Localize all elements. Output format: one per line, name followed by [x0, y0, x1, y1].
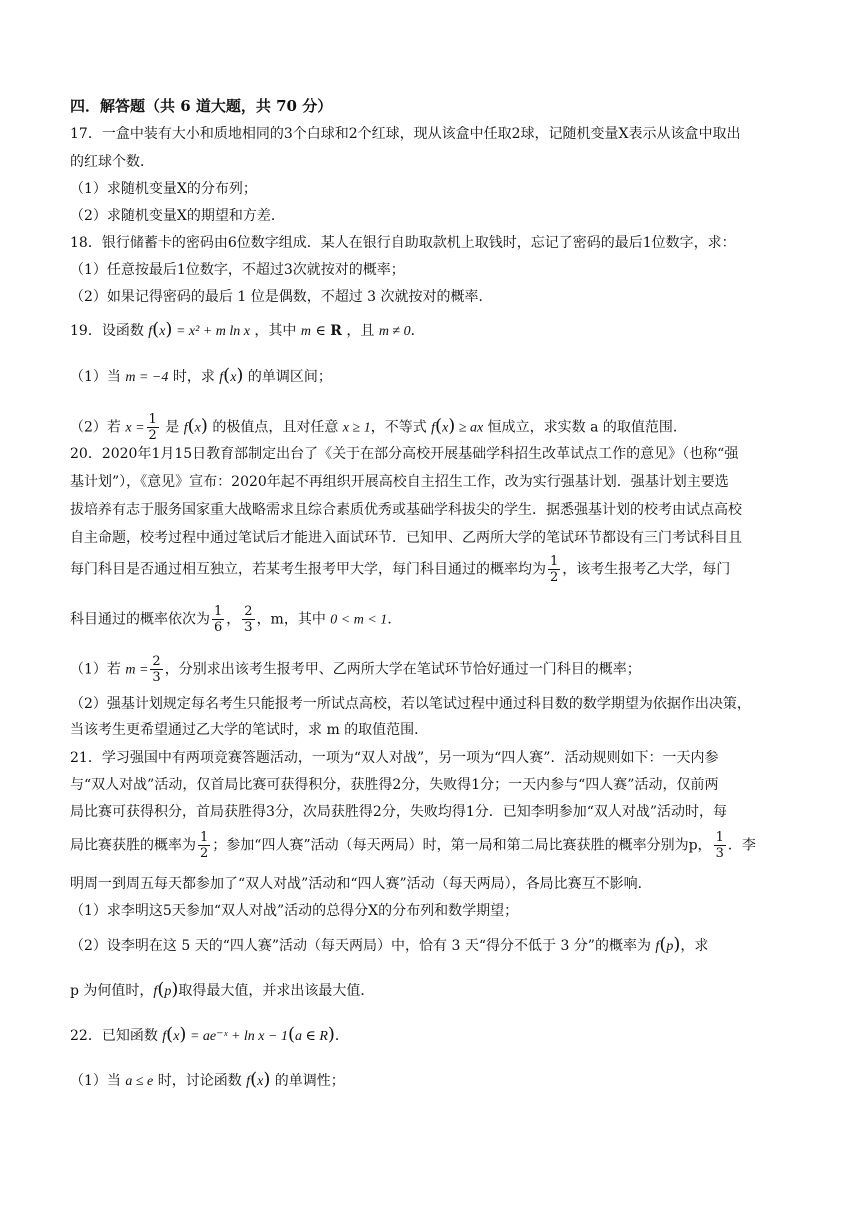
q19-p2-f: f — [183, 420, 188, 436]
q21-p2-l2-p: p — [164, 984, 172, 999]
q19-equation: = x² + m ln x — [172, 324, 250, 339]
q19-text-d: ． — [410, 323, 425, 339]
q19-p1-x: x — [230, 370, 237, 385]
q20-part-1 — [70, 654, 641, 685]
q22-f: f — [162, 1029, 167, 1044]
q20-part-2-line-2: 当该考生更希望通过乙大学的笔试时，求 m 的取值范围． — [70, 722, 429, 738]
q19-p1-f: f — [219, 370, 224, 385]
q20-line-2: 基计划”），《意见》宣布：2020年起不再组织开展高校自主招生工作，改为实行强基计划．强基计划主要选 — [70, 474, 729, 490]
q20-l6-den-2: 3 — [244, 620, 253, 635]
q21-part-1: （1）求李明这5天参加“双人对战”活动的总得分X的分布列和数学期望； — [70, 903, 519, 919]
q19-p1-text: 时，求 — [168, 369, 220, 385]
q21-p2-f: f — [655, 939, 660, 954]
q19-m: m — [300, 324, 311, 339]
q20-l6-text-b: ，m，其中 — [256, 611, 331, 628]
q21-l4-fraction-1 — [198, 830, 210, 861]
q21-line-4 — [70, 830, 756, 861]
q21-l4-num-2: 1 — [715, 830, 724, 845]
q21-l4-tail: ．李 — [727, 837, 756, 854]
q20-l6-den-1: 6 — [214, 620, 223, 635]
q21-p2-l2-tail: 取得最大值，并求出该最大值． — [178, 983, 375, 999]
q20-l5-den: 2 — [550, 570, 559, 585]
q19-text-b: ，其中 — [254, 323, 301, 339]
q20-l6-num-1: 1 — [214, 604, 223, 619]
q22-p1-tail: 的单调性； — [270, 1073, 345, 1089]
q21-p2-tail: ，求 — [680, 938, 709, 954]
q19-p2-num: 1 — [148, 412, 157, 427]
q22-p1-x: x — [257, 1074, 264, 1089]
q20-l6-num-2: 2 — [244, 604, 253, 619]
q21-line-2: 与“双人对战”活动，仅首局比赛可获得积分，获胜得2分，失败得1分；一天内参与“四人赛”活动，仅前两 — [70, 777, 719, 793]
q19-stem: 19．设函数 f(x) = x² + m ln x ，其中 m ∈ R ，且 m ≠ 0． — [70, 319, 425, 340]
q19-part-2: （2）若 x = $\frac{1}{2}$ 是 f(x) 的极值点，且对任意 x ≥ 1，不等式 f(x) ≥ ax 恒成立，求实数 a 的取值范围． — [70, 412, 687, 443]
q20-l6-text: 科目通过的概率依次为 — [70, 611, 210, 628]
q17-part-1: （1）求随机变量X的分布列； — [70, 181, 257, 197]
q19-p1-tail: 的单调区间； — [243, 369, 332, 385]
q22-p1-text: 时，讨论函数 — [153, 1073, 247, 1089]
q21-p2-l2-f: f — [153, 984, 158, 999]
q19-p2-den: 2 — [148, 428, 157, 443]
q21-part-2: （2）设李明在这 5 天的“四人赛”活动（每天两局）中，恰有 3 天“得分不低于 3 分”的概率为 f(p)，求 — [70, 934, 709, 955]
q19-text-c: ，且 — [341, 323, 379, 339]
q19-p1-m: m = −4 — [125, 370, 169, 385]
section-title: 四．解答题（共 6 道大题，共 70 分） — [70, 97, 333, 115]
q19-x: x — [159, 324, 166, 339]
q22-equation: = ae⁻ˣ + ln x − 1 — [186, 1029, 288, 1044]
q22-condition: a ∈ R — [294, 1029, 328, 1044]
q19-p2-text-e: ，不等式 — [370, 419, 432, 436]
q19-p2-fraction — [147, 412, 159, 443]
q17-line-2: 的红球个数． — [70, 154, 154, 170]
q20-part-2-line-1: （2）强基计划规定每名考生只能报考一所试点高校，若以笔试过程中通过科目数的数学期望为依据作出决策， — [70, 696, 751, 712]
q21-line-5: 明周一到周五每天都参加了“双人对战”活动和“四人赛”活动（每天两局），各局比赛互不影响． — [70, 876, 652, 892]
q20-p1-lead: （1）若 — [70, 661, 126, 678]
q21-l4-num-1: 1 — [200, 830, 209, 845]
q20-l6-ineq: 0 < m < 1 — [330, 612, 388, 628]
q21-line-3: 局比赛可获得积分，首局获胜得3分，次局获胜得2分，失败均得1分．已知李明参加“双人对战”活动时，每 — [70, 804, 728, 820]
q19-p2-ineq: ≥ ax — [455, 420, 484, 436]
q20-line-5 — [70, 554, 730, 585]
q18-part-2: （2）如果记得密码的最后 1 位是偶数，不超过 3 次就按对的概率． — [70, 289, 493, 305]
q19-p2-text-b: 是 — [160, 419, 184, 436]
q20-line-3: 拔培养有志于服务国家重大战略需求且综合素质优秀或基础学科拔尖的学生．据悉强基计划的校考由试点高校 — [70, 502, 742, 518]
q19-reals: R — [330, 323, 342, 339]
q20-l5-fraction — [548, 554, 560, 585]
q20-l6-fraction-2 — [242, 604, 254, 635]
q20-l5-num: 1 — [550, 554, 559, 569]
q20-p1-fraction — [150, 654, 162, 685]
q20-p1-m: m = — [125, 662, 149, 678]
q17-part-2: （2）求随机变量X的期望和方差． — [70, 208, 285, 224]
q20-l5-tail: ，该考生报考乙大学，每门 — [562, 561, 731, 578]
q22-tail: ． — [334, 1028, 349, 1044]
q20-l6-tail: ． — [387, 611, 402, 628]
q20-p1-text: ，分别求出该考生报考甲、乙两所大学在笔试环节恰好通过一门科目的概率； — [164, 661, 641, 678]
q19-p2-text-c: 的极值点，且对任意 — [207, 419, 343, 436]
q21-p2-l2-text: p 为何值时， — [70, 983, 154, 999]
q22-p1-cond: a ≤ e — [125, 1074, 154, 1089]
q19-p1-lead: （1）当 — [70, 369, 126, 385]
q19-part-1: （1）当 m = −4 时，求 f(x) 的单调区间； — [70, 365, 332, 386]
q22-part-1: （1）当 a ≤ e 时，讨论函数 f(x) 的单调性； — [70, 1069, 345, 1090]
q20-p1-num: 2 — [152, 654, 161, 669]
q22-p1-f: f — [246, 1074, 251, 1089]
q19-in: ∈ — [311, 323, 331, 339]
q21-p2-text: （2）设李明在这 5 天的“四人赛”活动（每天两局）中，恰有 3 天“得分不低于 3 分”的概率为 — [70, 938, 656, 954]
q20-p1-den: 3 — [152, 670, 161, 685]
q20-l6-sep: ， — [226, 611, 241, 628]
q21-l4-den-2: 3 — [715, 846, 724, 861]
q21-p2-p: p — [666, 939, 674, 954]
q22-stem: 22．已知函数 f(x) = ae⁻ˣ + ln x − 1(a ∈ R)． — [70, 1024, 349, 1045]
q19-p2-fx: x — [194, 420, 201, 436]
q22-lead: 22．已知函数 — [70, 1028, 163, 1044]
q20-l6-fraction-1 — [212, 604, 224, 635]
q21-line-1: 21．学习强国中有两项竞赛答题活动，一项为“双人对战”，另一项为“四人赛”．活动规则如下：一天内参 — [70, 750, 719, 766]
q19-p2-lead: （2）若 — [70, 419, 126, 436]
q22-x: x — [173, 1029, 180, 1044]
q21-l4-text-b: ；参加“四人赛”活动（每天两局）时，第一局和第二局比赛获胜的概率分别为p， — [212, 837, 712, 854]
q19-p2-x: x = — [125, 420, 145, 436]
q19-p2-f2: f — [431, 420, 436, 436]
q20-line-4: 自主命题，校考过程中通过笔试后才能进入面试环节．已知甲、乙两所大学的笔试环节都设有三门考试科目且 — [70, 530, 742, 546]
q20-l5-text: 每门科目是否通过相互独立，若某考生报考甲大学，每门科目通过的概率均为 — [70, 561, 546, 578]
q20-line-6 — [70, 604, 401, 635]
q18-line-1: 18．银行储蓄卡的密码由6位数字组成．某人在银行自助取款机上取钱时，忘记了密码的最后1位数字，求： — [70, 235, 736, 251]
q21-l4-fraction-2 — [714, 830, 726, 861]
q17-line-1: 17．一盒中装有大小和质地相同的3个白球和2个红球，现从该盒中任取2球，记随机变量X表示从该盒中取出 — [70, 126, 741, 142]
q20-line-1: 20．2020年1月15日教育部制定出台了《关于在部分高校开展基础学科招生改革试点工作的意见》（也称“强 — [70, 446, 739, 462]
q19-f: f — [148, 324, 153, 339]
q21-l4-text: 局比赛获胜的概率为 — [70, 837, 196, 854]
q21-l4-den-1: 2 — [200, 846, 209, 861]
q22-p1-lead: （1）当 — [70, 1073, 126, 1089]
q21-part-2-line-2: p 为何值时，f(p)取得最大值，并求出该最大值． — [70, 979, 375, 1000]
q19-lead: 19．设函数 — [70, 323, 149, 339]
q18-part-1: （1）任意按最后1位数字，不超过3次就按对的概率； — [70, 262, 405, 278]
q19-p2-fx2: x — [442, 420, 449, 436]
q19-p2-tail: 恒成立，求实数 a 的取值范围． — [483, 419, 687, 436]
q19-p2-x-ge-1: x ≥ 1 — [342, 420, 371, 436]
q19-m-nonzero: m ≠ 0 — [378, 324, 411, 339]
